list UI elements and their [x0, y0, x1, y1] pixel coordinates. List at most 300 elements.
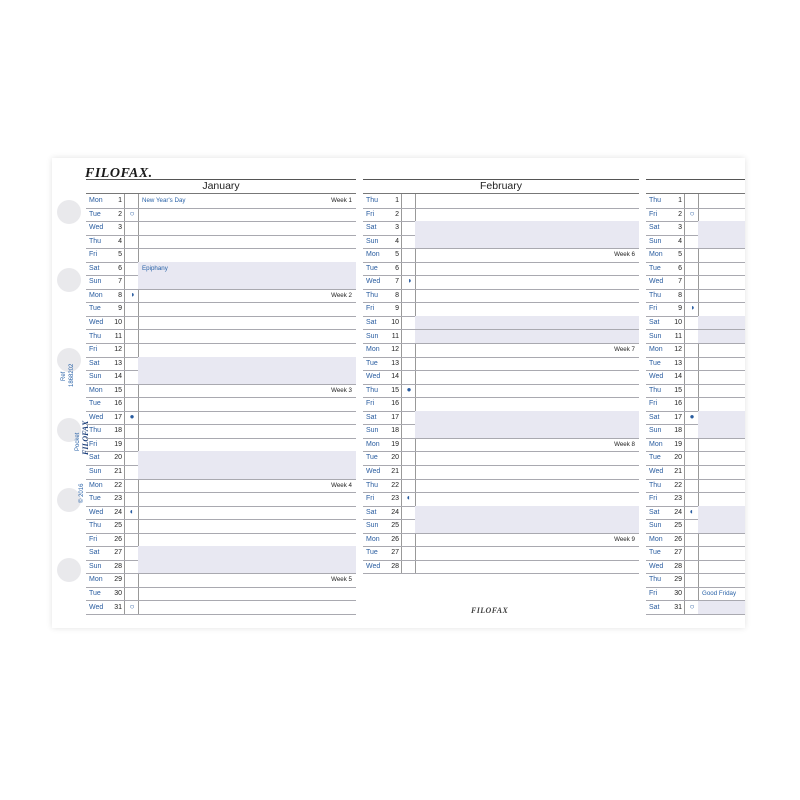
day-row	[646, 289, 745, 304]
date-number: 5	[678, 251, 682, 259]
day-row	[646, 248, 745, 263]
note-area[interactable]	[415, 397, 639, 411]
weekday-label: Sun	[366, 332, 379, 340]
date-number: 20	[391, 454, 399, 462]
date-number: 24	[114, 508, 122, 516]
day-row	[86, 384, 356, 399]
date-number: 10	[674, 318, 682, 326]
weekday-label: Wed	[89, 508, 104, 516]
weekday-label: Tue	[649, 264, 661, 272]
day-row	[363, 208, 639, 223]
weekday-label: Mon	[366, 535, 380, 543]
note-area[interactable]	[698, 289, 745, 303]
date-number: 25	[674, 522, 682, 530]
day-row	[363, 302, 639, 317]
day-row	[86, 424, 356, 439]
weekday-label: Thu	[649, 197, 662, 204]
weekday-label: Wed	[366, 468, 381, 475]
week-label: Week 7	[614, 346, 635, 354]
note-area[interactable]	[415, 275, 639, 289]
note-area[interactable]	[698, 533, 745, 547]
note-area[interactable]	[698, 546, 745, 560]
day-row	[646, 573, 745, 588]
note-area[interactable]	[415, 492, 639, 506]
note-area[interactable]	[698, 343, 745, 357]
date-number: 18	[674, 427, 682, 435]
note-area[interactable]	[698, 424, 745, 438]
weekday-label: Mon	[366, 440, 380, 448]
note-area[interactable]	[415, 384, 639, 398]
day-row	[86, 546, 356, 561]
weekday-label: Sun	[649, 522, 662, 530]
day-row	[363, 438, 639, 453]
date-number: 26	[674, 535, 682, 543]
day-row	[86, 506, 356, 521]
note-area[interactable]	[138, 519, 356, 533]
day-row	[363, 451, 639, 466]
date-number: 6	[118, 264, 122, 272]
date-number: 9	[678, 305, 682, 313]
date-number: 21	[114, 468, 122, 475]
day-row	[646, 235, 745, 250]
weekday-label: Tue	[366, 454, 378, 462]
note-area[interactable]	[415, 451, 639, 465]
day-row	[86, 370, 356, 385]
note-area[interactable]	[698, 397, 745, 411]
date-number: 22	[391, 481, 399, 489]
day-row	[363, 384, 639, 399]
date-number: 2	[678, 210, 682, 218]
date-number: 12	[391, 346, 399, 354]
weekday-label: Sat	[89, 549, 100, 557]
day-row	[646, 221, 745, 236]
date-number: 23	[391, 495, 399, 503]
week-label: Week 2	[331, 291, 352, 299]
note-area[interactable]	[138, 343, 356, 357]
weekday-label: Thu	[366, 197, 379, 204]
date-number: 29	[114, 576, 122, 584]
note-area[interactable]	[698, 587, 745, 601]
note-area[interactable]	[698, 573, 745, 587]
weekday-label: Thu	[649, 576, 662, 584]
day-row	[86, 601, 356, 616]
day-row	[86, 343, 356, 358]
event-label: Epiphany	[142, 264, 168, 272]
punch-hole	[57, 200, 81, 224]
note-area[interactable]	[415, 411, 639, 425]
date-number: 12	[674, 346, 682, 354]
weekday-label: Fri	[89, 440, 98, 448]
week-label: Week 3	[331, 386, 352, 394]
day-row	[363, 262, 639, 277]
note-area[interactable]	[138, 533, 356, 547]
weekday-label: Thu	[366, 386, 379, 394]
note-area[interactable]	[415, 248, 639, 262]
weekday-label: Mon	[89, 291, 103, 299]
day-row	[86, 479, 356, 494]
weekday-label: Mon	[649, 346, 663, 354]
day-row	[86, 302, 356, 317]
weekday-label: Sun	[649, 332, 662, 340]
day-row	[646, 343, 745, 358]
day-row	[646, 506, 745, 521]
ref-number: 1868202	[69, 363, 75, 387]
note-area[interactable]	[415, 194, 639, 208]
day-row	[646, 316, 745, 331]
date-number: 19	[114, 440, 122, 448]
size-label: Pocket	[75, 432, 81, 451]
note-area[interactable]	[698, 262, 745, 276]
date-number: 11	[391, 332, 399, 340]
day-row	[646, 357, 745, 372]
weekday-label: Sat	[89, 359, 100, 367]
note-area[interactable]	[415, 438, 639, 452]
moon-phase-icon: ○	[129, 208, 135, 218]
note-area[interactable]	[698, 275, 745, 289]
weekday-label: Sun	[89, 278, 102, 286]
weekday-label: Sun	[366, 427, 379, 435]
date-number: 4	[118, 237, 122, 245]
note-area[interactable]	[698, 357, 745, 371]
weekday-label: Sun	[89, 468, 102, 475]
week-label: Week 4	[331, 481, 352, 489]
date-number: 8	[118, 291, 122, 299]
note-area[interactable]	[698, 601, 745, 615]
day-row	[363, 465, 639, 480]
note-area[interactable]	[138, 411, 356, 425]
day-row	[646, 411, 745, 426]
date-number: 1	[395, 197, 399, 204]
ref-label: Ref	[61, 371, 67, 381]
weekday-label: Fri	[89, 535, 98, 543]
note-area[interactable]	[698, 438, 745, 452]
note-area[interactable]	[698, 248, 745, 262]
weekday-label: Thu	[366, 481, 379, 489]
weekday-label: Fri	[649, 400, 658, 408]
day-row	[86, 587, 356, 602]
date-number: 18	[114, 427, 122, 435]
date-number: 14	[391, 373, 399, 381]
note-area[interactable]	[138, 492, 356, 506]
weekday-label: Thu	[649, 291, 662, 299]
note-area[interactable]	[138, 370, 356, 384]
note-area[interactable]	[138, 302, 356, 316]
date-number: 20	[114, 454, 122, 462]
note-area[interactable]	[138, 560, 356, 574]
day-row	[646, 492, 745, 507]
moon-phase-icon: ◑	[406, 276, 412, 286]
footer-logo: FILOFAX	[471, 606, 509, 615]
day-row	[86, 560, 356, 575]
day-row	[363, 519, 639, 534]
weekday-label: Tue	[649, 549, 661, 557]
note-area[interactable]	[138, 357, 356, 371]
note-area[interactable]	[415, 546, 639, 560]
day-row	[646, 438, 745, 453]
note-area[interactable]	[138, 316, 356, 330]
date-number: 28	[114, 562, 122, 570]
date-number: 15	[114, 386, 122, 394]
weekday-label: Fri	[366, 400, 375, 408]
weekday-label: Mon	[89, 481, 103, 489]
day-row	[86, 221, 356, 236]
note-area[interactable]	[138, 438, 356, 452]
weekday-label: Thu	[89, 522, 102, 530]
day-row	[363, 424, 639, 439]
note-area[interactable]	[415, 519, 639, 533]
day-row	[646, 424, 745, 439]
weekday-label: Fri	[649, 589, 658, 597]
date-number: 28	[391, 562, 399, 570]
date-number: 16	[391, 400, 399, 408]
weekday-label: Thu	[649, 386, 662, 394]
date-number: 1	[118, 197, 122, 204]
weekday-label: Sun	[649, 237, 662, 245]
note-area[interactable]	[415, 465, 639, 479]
note-area[interactable]	[698, 221, 745, 235]
note-area[interactable]	[138, 479, 356, 493]
note-area[interactable]	[415, 343, 639, 357]
date-number: 24	[391, 508, 399, 516]
date-number: 16	[114, 400, 122, 408]
day-row	[86, 451, 356, 466]
day-row	[86, 573, 356, 588]
note-area[interactable]	[138, 384, 356, 398]
day-row	[86, 492, 356, 507]
note-area[interactable]	[138, 194, 356, 208]
weekday-label: Sun	[89, 562, 102, 570]
note-area[interactable]	[415, 506, 639, 520]
month-column	[363, 179, 639, 574]
note-area[interactable]	[138, 262, 356, 276]
moon-phase-icon: ◑	[689, 303, 695, 313]
note-area[interactable]	[698, 560, 745, 574]
date-number: 3	[118, 224, 122, 232]
date-number: 14	[674, 373, 682, 381]
weekday-label: Tue	[649, 454, 661, 462]
weekday-label: Sat	[366, 508, 377, 516]
day-row	[86, 262, 356, 277]
date-number: 11	[674, 332, 682, 340]
note-area[interactable]	[138, 546, 356, 560]
weekday-label: Fri	[649, 495, 658, 503]
note-area[interactable]	[415, 533, 639, 547]
weekday-label: Mon	[89, 386, 103, 394]
note-area[interactable]	[138, 330, 356, 344]
note-area[interactable]	[138, 275, 356, 289]
moon-phase-icon: ●	[689, 411, 695, 421]
note-area[interactable]	[138, 451, 356, 465]
week-label: Week 5	[331, 576, 352, 584]
day-row	[86, 248, 356, 263]
note-area[interactable]	[138, 248, 356, 262]
date-number: 3	[395, 224, 399, 232]
date-number: 27	[114, 549, 122, 557]
weekday-label: Thu	[89, 332, 102, 340]
note-area[interactable]	[698, 384, 745, 398]
note-area[interactable]	[415, 221, 639, 235]
day-row	[363, 316, 639, 331]
date-number: 30	[114, 589, 122, 597]
weekday-label: Sat	[89, 264, 100, 272]
weekday-label: Tue	[89, 210, 101, 218]
weekday-label: Wed	[366, 373, 381, 381]
weekday-label: Wed	[366, 278, 381, 286]
weekday-label: Wed	[366, 562, 381, 570]
weekday-label: Tue	[89, 400, 101, 408]
note-area[interactable]	[138, 289, 356, 303]
weekday-label: Tue	[366, 549, 378, 557]
note-area[interactable]	[698, 235, 745, 249]
date-number: 22	[114, 481, 122, 489]
date-number: 25	[391, 522, 399, 530]
day-row	[363, 357, 639, 372]
event-label: Good Friday	[702, 589, 737, 597]
date-number: 30	[674, 589, 682, 597]
weekday-label: Wed	[649, 562, 664, 570]
week-label: Week 1	[331, 197, 352, 204]
day-row	[646, 479, 745, 494]
day-row	[86, 411, 356, 426]
date-number: 17	[391, 413, 399, 421]
note-area[interactable]	[415, 208, 639, 222]
date-number: 10	[391, 318, 399, 326]
date-number: 13	[674, 359, 682, 367]
note-area[interactable]	[415, 289, 639, 303]
note-area[interactable]	[415, 424, 639, 438]
note-area[interactable]	[138, 587, 356, 601]
note-area[interactable]	[415, 370, 639, 384]
note-area[interactable]	[415, 357, 639, 371]
day-row	[646, 601, 745, 616]
moon-phase-icon: ◐	[406, 493, 412, 503]
weekday-label: Sat	[649, 508, 660, 516]
weekday-label: Tue	[366, 359, 378, 367]
moon-phase-icon: ○	[689, 208, 695, 218]
date-number: 21	[674, 468, 682, 475]
date-number: 7	[118, 278, 122, 286]
filofax-logo: FILOFAX.	[85, 166, 153, 181]
note-area[interactable]	[138, 601, 356, 615]
date-number: 2	[395, 210, 399, 218]
copyright: © 2016	[79, 483, 85, 503]
note-area[interactable]	[415, 302, 639, 316]
weekday-label: Tue	[649, 359, 661, 367]
note-area[interactable]	[698, 519, 745, 533]
weekday-label: Sat	[649, 413, 660, 421]
note-area[interactable]	[698, 451, 745, 465]
note-area[interactable]	[415, 235, 639, 249]
note-area[interactable]	[138, 506, 356, 520]
note-area[interactable]	[698, 411, 745, 425]
note-area[interactable]	[698, 194, 745, 208]
note-area[interactable]	[138, 573, 356, 587]
date-number: 18	[391, 427, 399, 435]
day-row	[646, 208, 745, 223]
day-row	[646, 275, 745, 290]
weekday-label: Sat	[89, 454, 100, 462]
note-area[interactable]	[415, 330, 639, 344]
note-area[interactable]	[415, 316, 639, 330]
day-row	[86, 397, 356, 412]
note-area[interactable]	[138, 424, 356, 438]
note-area[interactable]	[138, 397, 356, 411]
note-area[interactable]	[138, 465, 356, 479]
day-row	[646, 397, 745, 412]
date-number: 15	[674, 386, 682, 394]
date-number: 12	[114, 346, 122, 354]
day-row	[646, 370, 745, 385]
date-number: 17	[674, 413, 682, 421]
weekday-label: Wed	[89, 318, 104, 326]
note-area[interactable]	[138, 221, 356, 235]
date-number: 6	[678, 264, 682, 272]
note-area[interactable]	[138, 235, 356, 249]
note-area[interactable]	[698, 370, 745, 384]
day-row	[363, 506, 639, 521]
date-number: 23	[114, 495, 122, 503]
day-row	[363, 546, 639, 561]
date-number: 19	[391, 440, 399, 448]
weekday-label: Sat	[649, 224, 660, 232]
note-area[interactable]	[415, 262, 639, 276]
note-area[interactable]	[698, 492, 745, 506]
weekday-label: Mon	[366, 346, 380, 354]
note-area[interactable]	[415, 560, 639, 574]
weekday-label: Sat	[366, 224, 377, 232]
date-number: 29	[674, 576, 682, 584]
note-area[interactable]	[698, 479, 745, 493]
note-area[interactable]	[698, 465, 745, 479]
day-row	[363, 330, 639, 345]
day-row	[363, 411, 639, 426]
weekday-label: Fri	[366, 210, 375, 218]
weekday-label: Thu	[89, 237, 102, 245]
note-area[interactable]	[415, 479, 639, 493]
month-column	[646, 179, 745, 615]
date-number: 5	[395, 251, 399, 259]
date-number: 26	[114, 535, 122, 543]
weekday-label: Sat	[649, 603, 660, 611]
date-number: 13	[391, 359, 399, 367]
weekday-label: Fri	[366, 495, 375, 503]
event-label: New Year's Day	[142, 197, 186, 204]
date-number: 11	[114, 332, 122, 340]
day-row	[363, 289, 639, 304]
date-number: 8	[395, 291, 399, 299]
note-area[interactable]	[698, 208, 745, 222]
weekday-label: Sun	[366, 237, 379, 245]
weekday-label: Mon	[649, 440, 663, 448]
note-area[interactable]	[698, 302, 745, 316]
date-number: 16	[674, 400, 682, 408]
day-row	[646, 546, 745, 561]
day-row	[363, 248, 639, 263]
note-area[interactable]	[138, 208, 356, 222]
weekday-label: Fri	[366, 305, 375, 313]
day-row	[646, 330, 745, 345]
date-number: 9	[118, 305, 122, 313]
note-area[interactable]	[698, 506, 745, 520]
note-area[interactable]	[698, 316, 745, 330]
note-area[interactable]	[698, 330, 745, 344]
day-row	[86, 275, 356, 290]
date-number: 5	[118, 251, 122, 259]
week-label: Week 6	[614, 251, 635, 259]
weekday-label: Sat	[649, 318, 660, 326]
date-number: 2	[118, 210, 122, 218]
weekday-label: Tue	[89, 589, 101, 597]
